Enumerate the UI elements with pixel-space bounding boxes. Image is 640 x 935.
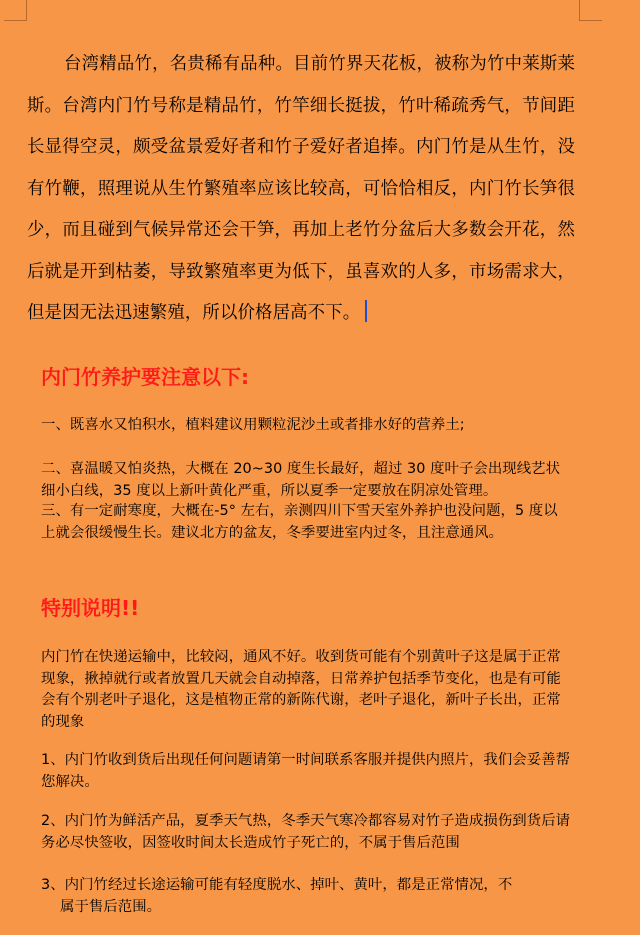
note-intro: 内门竹在快递运输中，比较闷，通风不好。收到货可能有个别黄叶子这是属于正常现象，揪掉就行或者放置几天就会自动掉落，日常养护包括季节变化，也是有可能会有个别老叶子退化，这是植物正常的新陈代谢，老叶子退化，新叶子长出，正常的现象	[41, 649, 561, 730]
note-item-3-continuation: 属于售后范围。	[60, 898, 162, 915]
note-heading: 特别说明!!	[41, 596, 140, 620]
note-item-1: 1、内门竹收到货后出现任何问题请第一时间联系客服并提供内照片，我们会妥善帮您解决。	[41, 752, 571, 790]
margin-corner-mark	[4, 0, 27, 21]
care-item-3: 三、有一定耐寒度，大概在-5° 左右，亲测四川下雪天室外养护也没问题，5 度以上就会很缓慢生长。建议北方的盆友，冬季要进室内过冬，且注意通风。	[41, 503, 558, 541]
care-heading: 内门竹养护要注意以下:	[41, 365, 249, 389]
note-item-3-first-line: 3、内门竹经过长途运输可能有轻度脱水、掉叶、黄叶，都是正常情况，不	[41, 877, 513, 893]
margin-corner-mark	[579, 0, 602, 21]
intro-paragraph[interactable]	[27, 44, 575, 335]
care-item-2: 二、喜温暖又怕炎热，大概在 20~30 度生长最好，超过 30 度叶子会出现线艺状细小白线，35 度以上新叶黄化严重，所以夏季一定要放在阴凉处管理。	[41, 461, 561, 499]
intro-text: 台湾精品竹，名贵稀有品种。目前竹界天花板，被称为竹中莱斯莱斯。台湾内门竹号称是精品竹，竹竿细长挺拔，竹叶稀疏秀气，节间距长显得空灵，颇受盆景爱好者和竹子爱好者追捧。内门竹是从生竹，没有竹鞭，照理说从生竹繁殖率应该比较高，可恰恰相反，内门竹长笋很少，而且碰到气候异常还会干笋，再加上老竹分盆后大多数会开花，然后就是开到枯萎，导致繁殖率更为低下，虽喜欢的人多，市场需求大，但是因无法迅速繁殖，所以价格居高不下。	[27, 54, 575, 323]
note-item-3	[41, 875, 571, 918]
note-item-2: 2、内门竹为鲜活产品，夏季天气热，冬季天气寒冷都容易对竹子造成损伤到货后请务必尽快签收，因签收时间太长造成竹子死亡的，不属于售后范围	[41, 813, 571, 851]
text-cursor	[365, 300, 367, 322]
care-item-1: 一、既喜水又怕积水，植料建议用颗粒泥沙土或者排水好的营养土;	[41, 417, 465, 433]
